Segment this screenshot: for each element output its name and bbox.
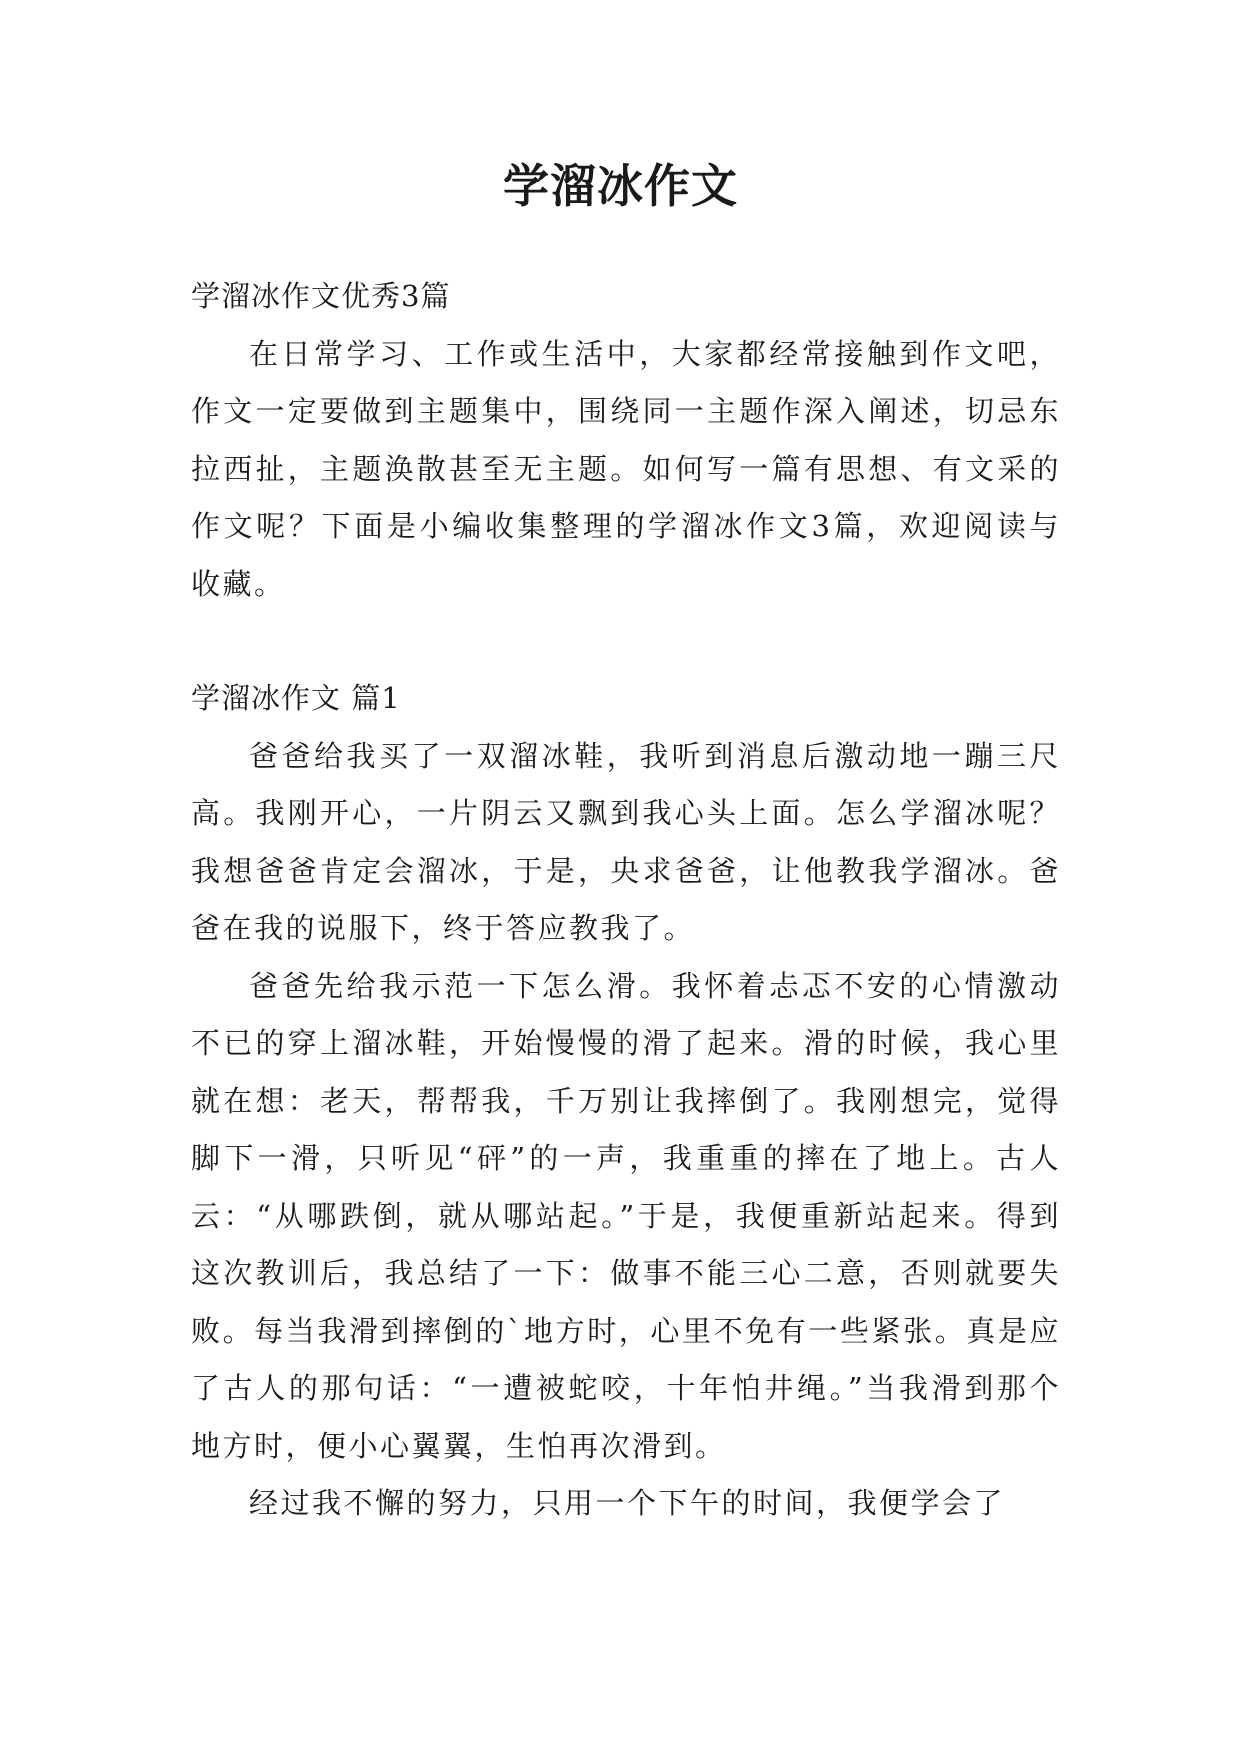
- section-spacer: [191, 613, 1061, 670]
- document-body: [191, 268, 1061, 1533]
- section-paragraph: 经过我不懈的努力，只用一个下午的时间，我便学会了: [249, 1486, 1006, 1520]
- intro-paragraph: 在日常学习、工作或生活中，大家都经常接触到作文吧，作文一定要做到主题集中，围绕同一主题作深入阐述，切忌东拉西扯，主题涣散甚至无主题。如何写一篇有思想、有文采的作文呢？下面是小编收集整理的学溜冰作文3篇，欢迎阅读与收藏。: [191, 336, 1061, 601]
- document-title: 学溜冰作文: [503, 159, 738, 213]
- section-paragraph: 爸爸先给我示范一下怎么滑。我怀着忐忑不安的心情激动不已的穿上溜冰鞋，开始慢慢的滑了起来。滑的时候，我心里就在想：老天，帮帮我，千万别让我摔倒了。我刚想完，觉得脚下一滑，只听见“砰”的一声，我重重的摔在了地上。古人云：“从哪跌倒，就从哪站起。”于是，我便重新站起来。得到这次教训后，我总结了一下：做事不能三心二意，否则就要失败。每当我滑到摔倒的`地方时，心里不免有一些紧张。真是应了古人的那句话：“一遭被蛇咬，十年怕井绳。”当我滑到那个地方时，便小心翼翼，生怕再次滑到。: [191, 968, 1061, 1463]
- section-paragraph: 爸爸给我买了一双溜冰鞋，我听到消息后激动地一蹦三尺高。我刚开心，一片阴云又飘到我心头上面。怎么学溜冰呢？我想爸爸肯定会溜冰，于是，央求爸爸，让他教我学溜冰。爸爸在我的说服下，终于答应教我了。: [191, 738, 1061, 945]
- document-subtitle: 学溜冰作文优秀3篇: [191, 279, 451, 313]
- section-heading: 学溜冰作文 篇1: [191, 681, 401, 715]
